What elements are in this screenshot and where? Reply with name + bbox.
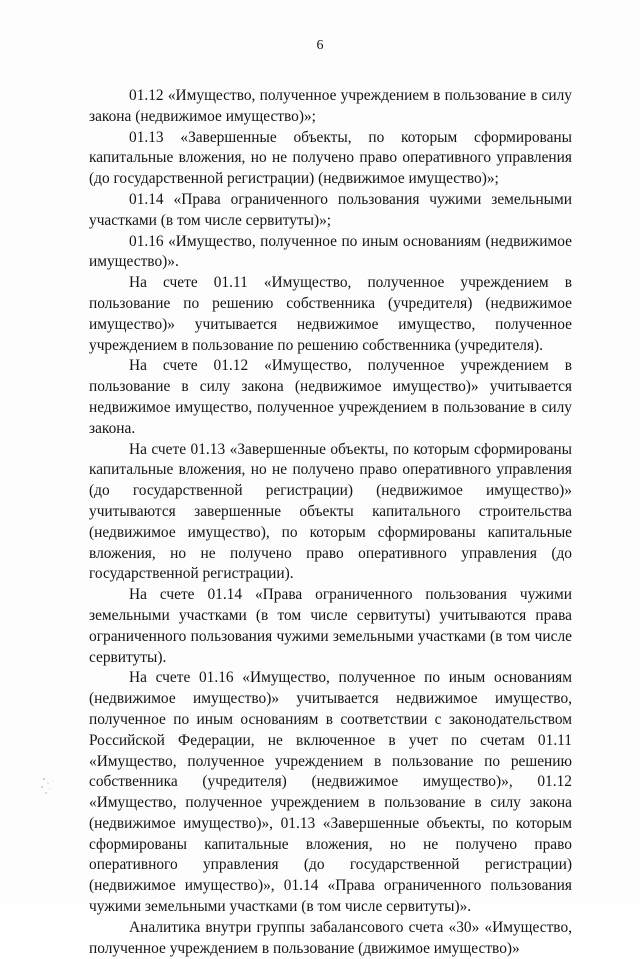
paragraph: На счете 01.16 «Имущество, полученное по иным основаниям (недвижимое имущество)» учитывается недвижимое имущество, полученное по иным основаниям в соответствии с законодательством Российской Федерации, не включенное в учет по счетам 01.11 «Имущество, полученное учреждением в пользование по решению собственника (учредителя) (недвижимое имущество)», 01.12 «Имущество, полученное учреждением в пользование в силу закона (недвижимое имущество)», 01.13 «Завершенные объекты, по которым сформированы капитальные вложения, но не получено право оперативного управления (до государственной регистрации) (недвижимое имущество)», 01.14 «Права ограниченного пользования чужими земельными участками (в том числе сервитуты)». bbox=[89, 669, 572, 916]
paragraph: 01.16 «Имущество, полученное по иным основаниям (недвижимое имущество)». bbox=[89, 232, 572, 271]
document-body bbox=[89, 86, 572, 959]
paragraph: На счете 01.13 «Завершенные объекты, по которым сформированы капитальные вложения, но не получено право оперативного управления (до государственной регистрации) (недвижимое имущество)» учитываются завершенные объекты капитального строительства (недвижимое имущество), по которым сформированы капитальные вложения, но не получено право оперативного управления (до государственной регистрации). bbox=[89, 440, 572, 583]
paragraph: Аналитика внутри группы забалансового счета «30» «Имущество, полученное учреждением в пользование (движимое имущество)» bbox=[89, 918, 572, 957]
paragraph: На счете 01.12 «Имущество, полученное учреждением в пользование в силу закона (недвижимое имущество)» учитывается недвижимое имущество, полученное учреждением в пользование в силу закона. bbox=[89, 357, 572, 437]
paragraph: 01.13 «Завершенные объекты, по которым сформированы капитальные вложения, но не получено право оперативного управления (до государственной регистрации) (недвижимое имущество)»; bbox=[89, 128, 572, 188]
paragraph: На счете 01.14 «Права ограниченного пользования чужими земельными участками (в том числе сервитуты) учитываются права ограниченного пользования чужими земельными участками (в том числе сервитуты). bbox=[89, 586, 572, 666]
paragraph: 01.12 «Имущество, полученное учреждением в пользование в силу закона (недвижимое имущество)»; bbox=[89, 87, 572, 125]
scan-noise-mark bbox=[38, 775, 60, 797]
paragraph: На счете 01.11 «Имущество, полученное учреждением в пользование по решению собственника (учредителя) (недвижимое имущество)» учитывается недвижимое имущество, полученное учреждением в пользование по решению собственника (учредителя). bbox=[89, 274, 572, 354]
paragraph: 01.14 «Права ограниченного пользования чужими земельными участками (в том числе сервитуты)»; bbox=[89, 190, 572, 229]
page-number: 6 bbox=[316, 38, 324, 53]
